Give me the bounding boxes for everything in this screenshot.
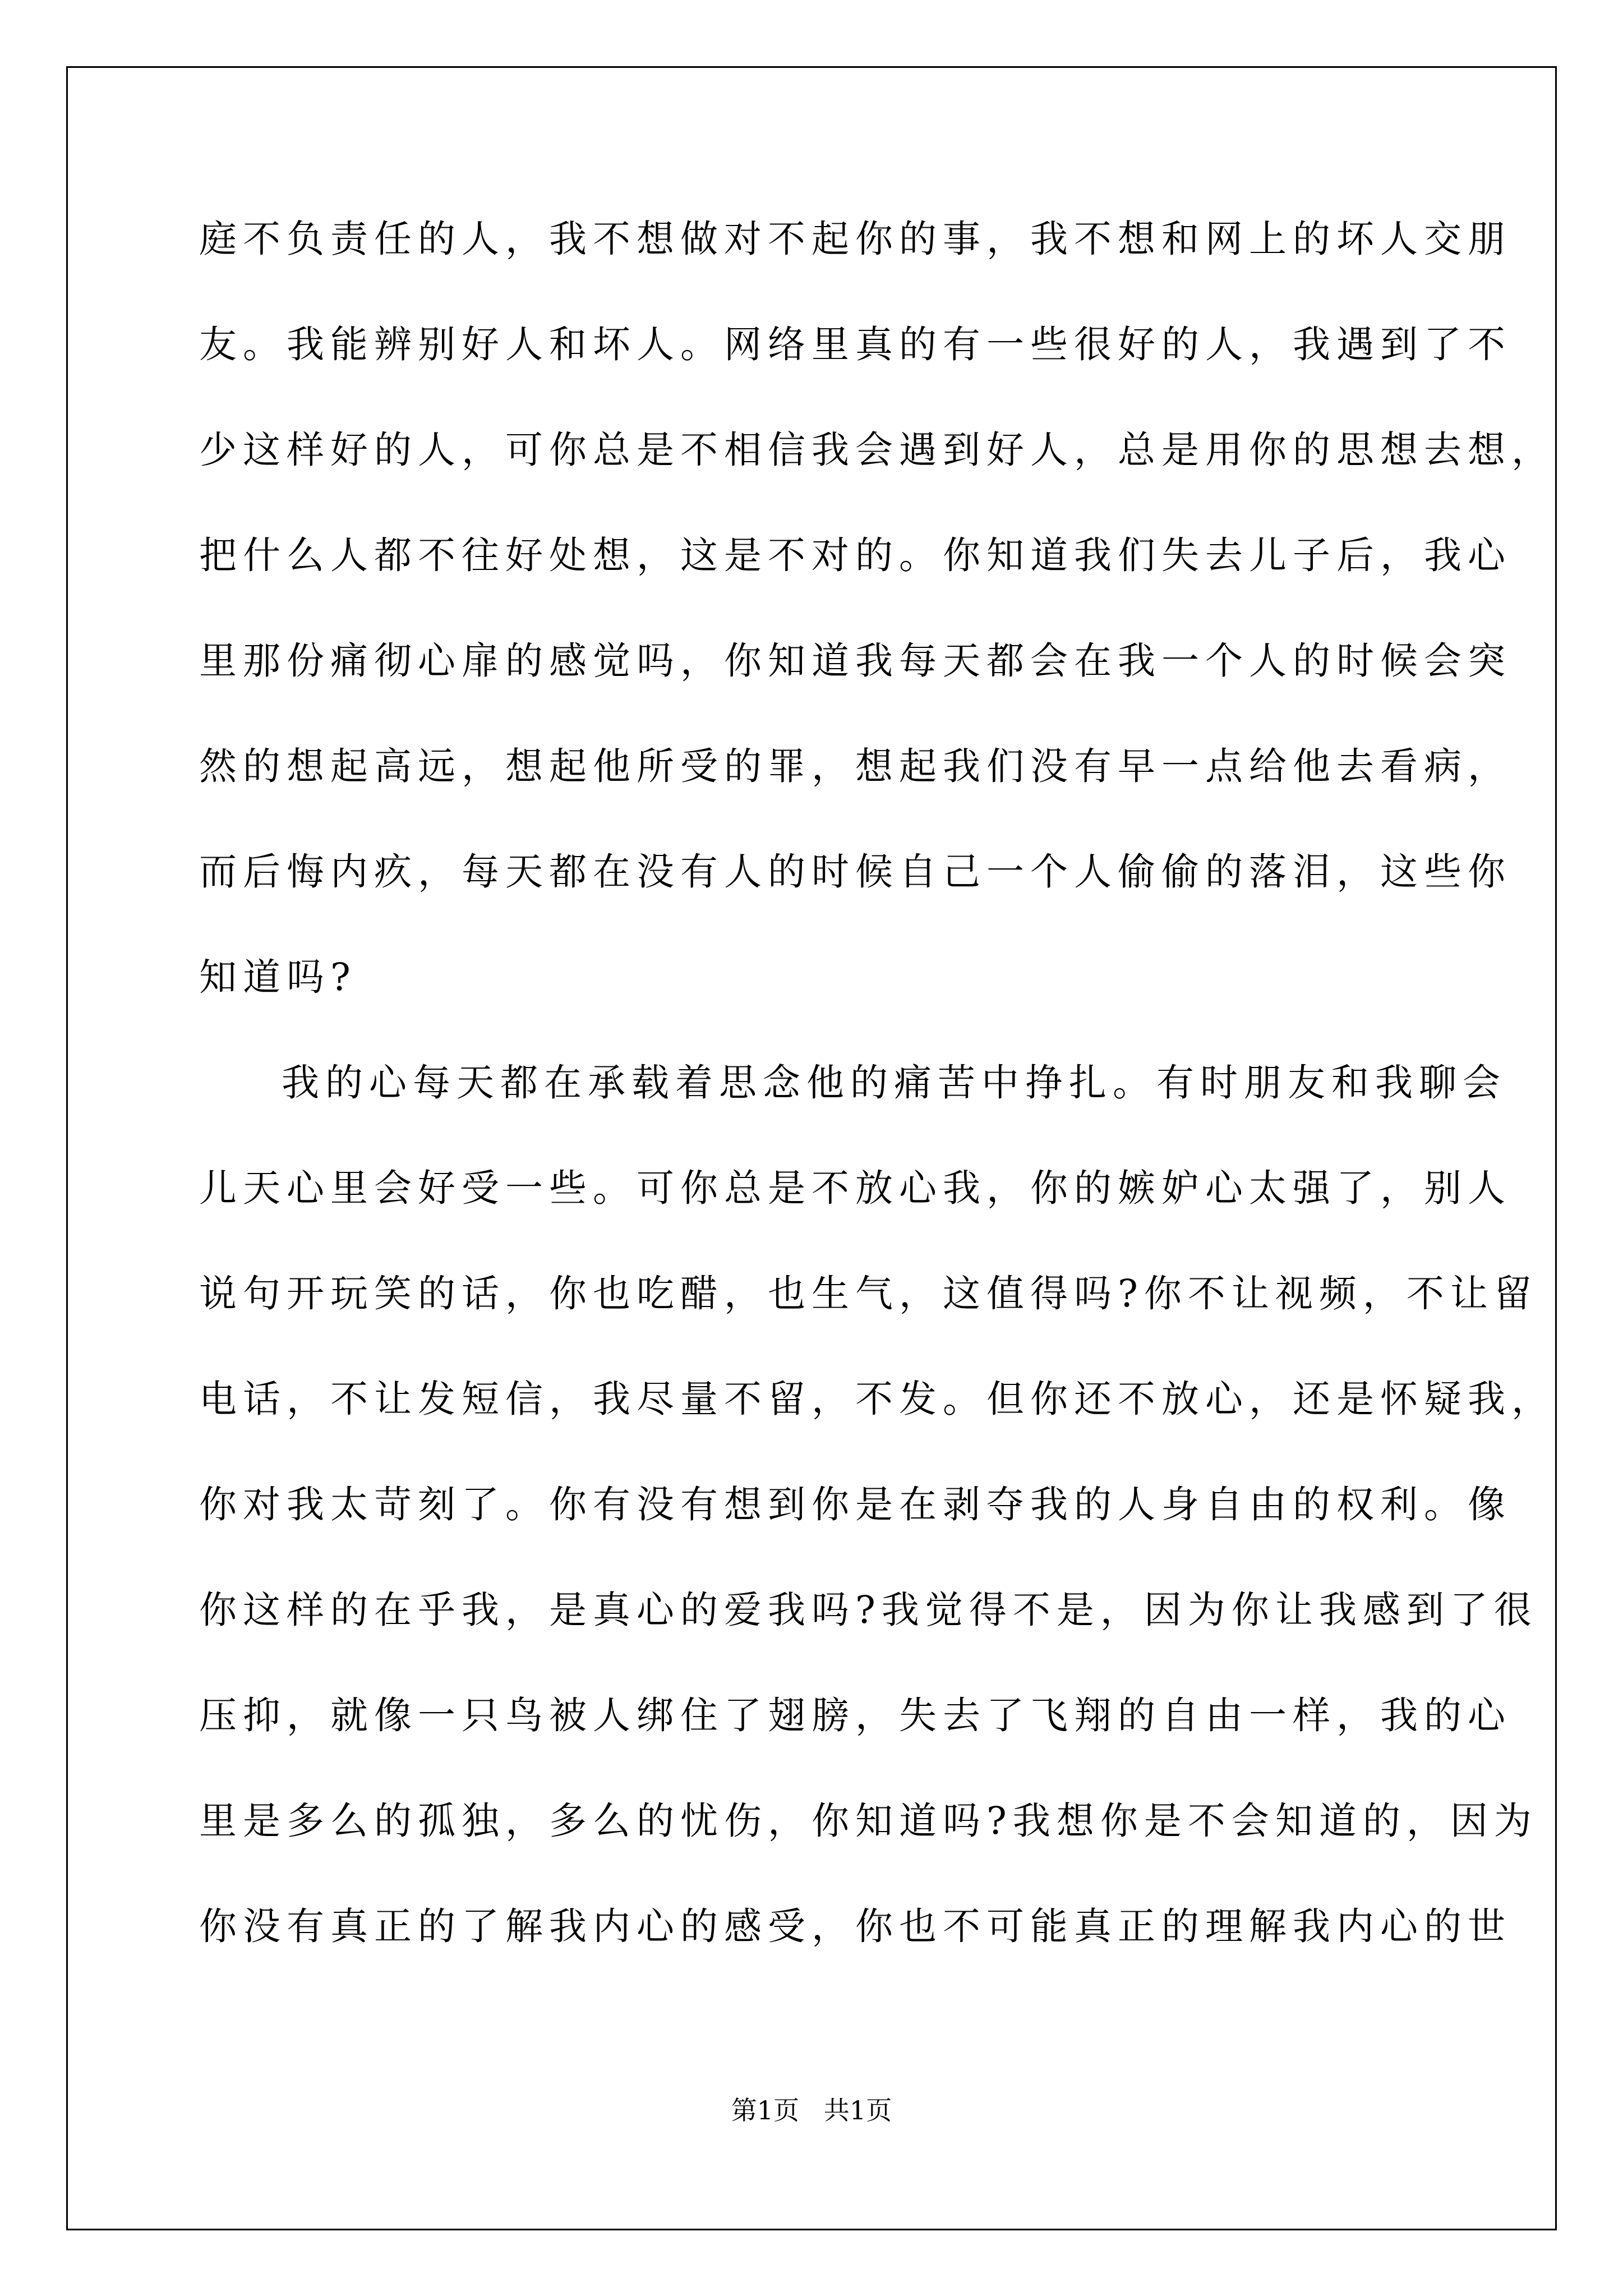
text-line: 电话，不让发短信，我尽量不留，不发。但你还不放心，还是怀疑我， (199, 1377, 1555, 1421)
document-body (199, 214, 1555, 2007)
text-line: 友。我能辨别好人和坏人。网络里真的有一些很好的人，我遇到了不 (199, 323, 1511, 366)
text-line: 儿天心里会好受一些。可你总是不放心我，你的嫉妒心太强了，别人 (199, 1166, 1511, 1210)
text-line: 压抑，就像一只鸟被人绑住了翅膀，失去了飞翔的自由一样，我的心 (199, 1694, 1511, 1737)
text-line: 知道吗? (199, 955, 357, 999)
text-line: 里是多么的孤独，多么的忧伤，你知道吗?我想你是不会知道的，因为 (199, 1799, 1538, 1843)
text-line: 少这样好的人，可你总是不相信我会遇到好人，总是用你的思想去想， (199, 428, 1555, 472)
text-line: 说句开玩笑的话，你也吃醋，也生气，这值得吗?你不让视频，不让留 (199, 1272, 1538, 1315)
text-line: 你对我太苛刻了。你有没有想到你是在剥夺我的人身自由的权利。像 (199, 1483, 1511, 1526)
text-line: 然的想起高远，想起他所受的罪，想起我们没有早一点给他去看病， (199, 744, 1511, 788)
paragraph-start-line: 我的心每天都在承载着思念他的痛苦中挣扎。有时朋友和我聊会 (282, 1061, 1506, 1105)
text-line: 里那份痛彻心扉的感觉吗，你知道我每天都会在我一个人的时候会突 (199, 639, 1511, 683)
text-line: 而后悔内疚，每天都在没有人的时候自己一个人偷偷的落泪，这些你 (199, 850, 1511, 894)
text-line: 你没有真正的了解我内心的感受，你也不可能真正的理解我内心的世 (199, 1904, 1511, 1948)
text-line: 你这样的在乎我，是真心的爱我吗?我觉得不是，因为你让我感到了很 (199, 1588, 1538, 1632)
page-footer: 第1页 共1页 (731, 2095, 892, 2125)
text-line: 庭不负责任的人，我不想做对不起你的事，我不想和网上的坏人交朋 (199, 217, 1511, 261)
text-line: 把什么人都不往好处想，这是不对的。你知道我们失去儿子后，我心 (199, 533, 1511, 577)
